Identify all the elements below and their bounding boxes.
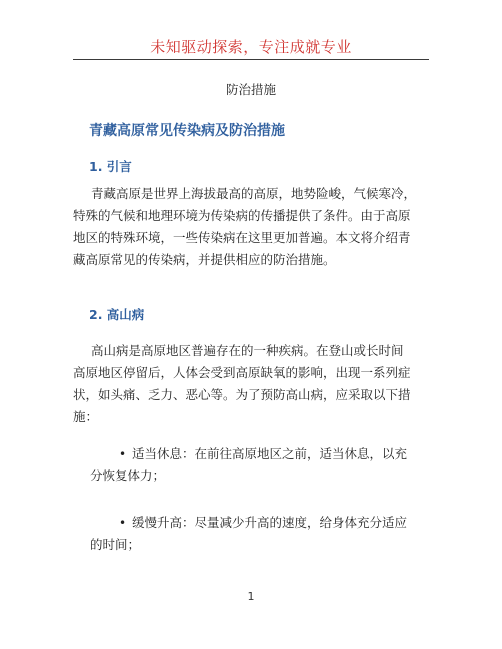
list-item-text: 的时间； bbox=[90, 537, 141, 552]
bullet-icon: • bbox=[119, 447, 127, 461]
section-heading-altitude-sickness: 2. 高山病 bbox=[89, 307, 145, 322]
paragraph-line: 特殊的气候和地理环境为传染病的传播提供了条件。由于高原 bbox=[73, 208, 411, 223]
header-divider bbox=[73, 59, 429, 60]
list-item-text: 缓慢升高：尽量减少升高的速度，给身体充分适应 bbox=[132, 515, 408, 530]
list-item-text: 分恢复体力； bbox=[90, 468, 166, 483]
paragraph-line: 状，如头痛、乏力、恶心等。为了预防高山病，应采取以下措 bbox=[73, 387, 411, 402]
page-number: 1 bbox=[247, 590, 255, 603]
article-title: 青藏高原常见传染病及防治措施 bbox=[89, 123, 285, 139]
page-header: 未知驱动探索，专注成就专业 bbox=[150, 38, 352, 56]
list-item bbox=[90, 512, 430, 556]
paragraph-line: 青藏高原是世界上海拔最高的高原，地势险峻，气候寒冷， bbox=[91, 186, 417, 201]
paragraph-line: 地区的特殊环境，一些传染病在这里更加普遍。本文将介绍青 bbox=[73, 230, 411, 245]
paragraph-line: 藏高原常见的传染病，并提供相应的防治措施。 bbox=[73, 252, 336, 267]
document-title: 防治措施 bbox=[225, 82, 276, 97]
section-paragraph-intro bbox=[73, 183, 433, 271]
list-item-text: 适当休息：在前往高原地区之前，适当休息，以充 bbox=[132, 446, 408, 461]
bullet-icon: • bbox=[119, 516, 127, 530]
paragraph-line: 高原地区停留后，人体会受到高原缺氧的影响，出现一系列症 bbox=[73, 365, 411, 380]
list-item bbox=[90, 443, 430, 487]
section-heading-intro: 1. 引言 bbox=[89, 159, 132, 174]
section-paragraph-altitude-sickness bbox=[73, 340, 433, 428]
paragraph-line: 施： bbox=[73, 409, 99, 424]
paragraph-line: 高山病是高原地区普遍存在的一种疾病。在登山或长时间 bbox=[91, 343, 404, 358]
